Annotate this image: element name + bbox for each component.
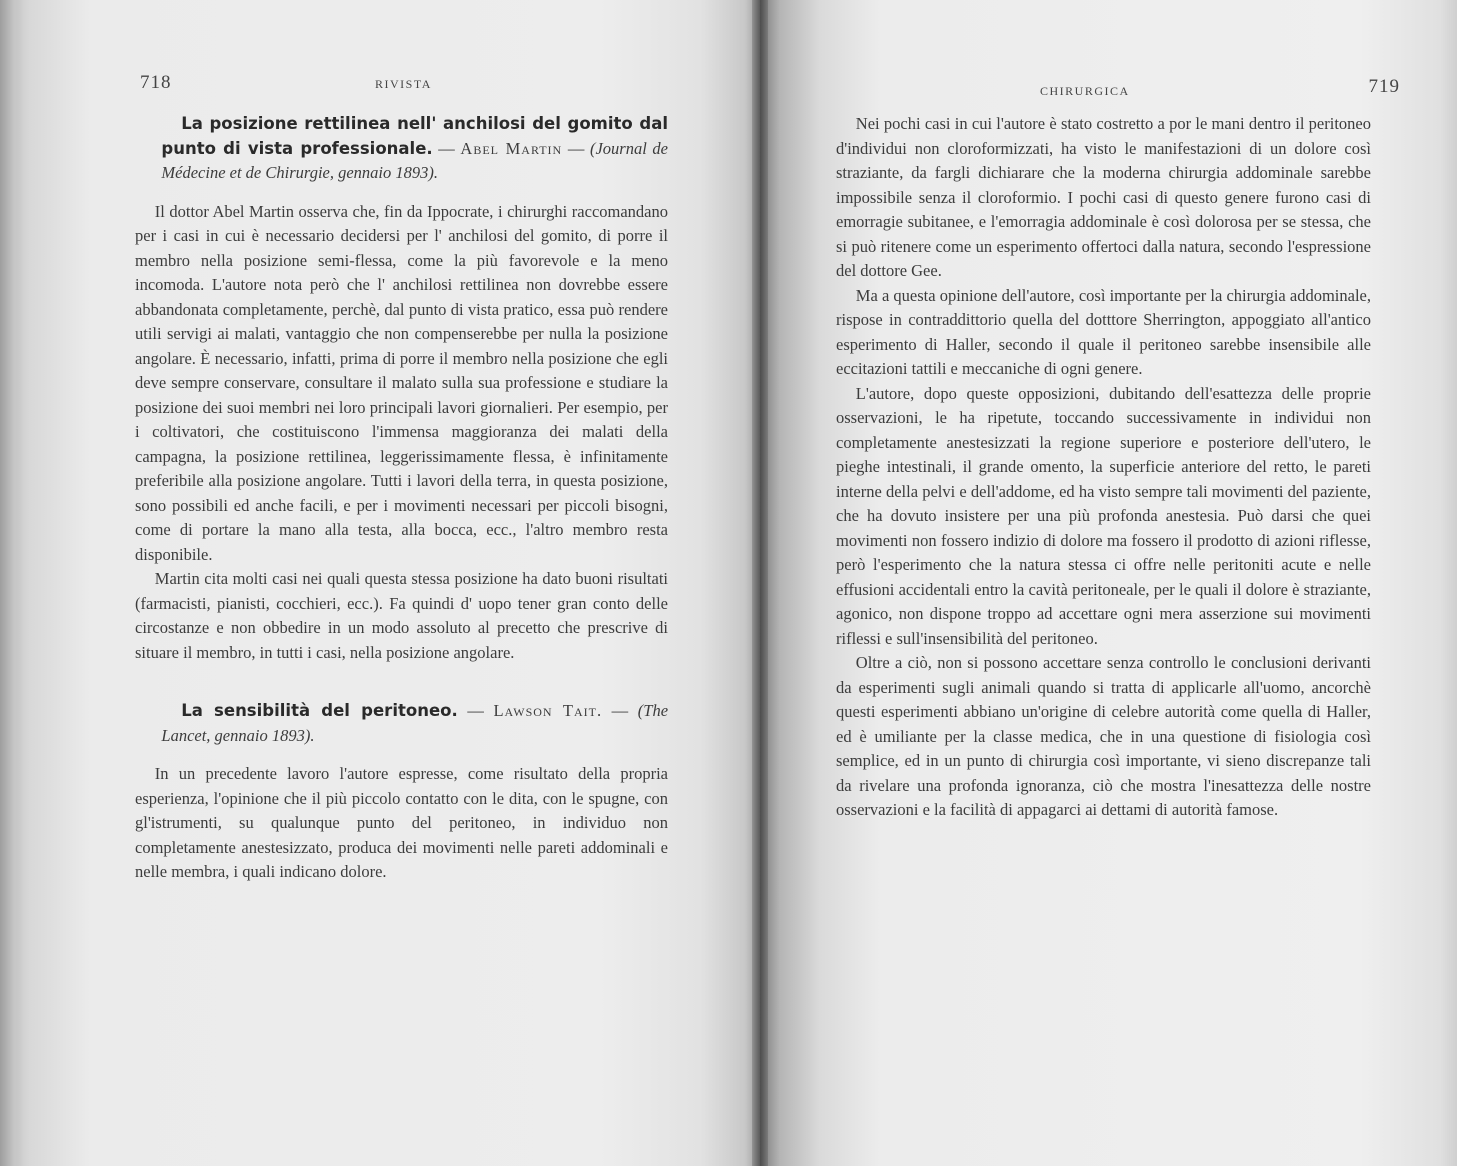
paragraph: In un precedente lavoro l'autore espresse, come risultato della propria esperienza, l'opinione che il più piccolo contatto con le dita, con le spugne, con gl'istrumenti, su qualunque punto del peritoneo, in individuo non completamente anestesizzato, produca dei movimenti nelle pareti addominali e nelle membra, i quali indicano dolore.	[135, 764, 668, 881]
article-title: La sensibilità del peritoneo.	[181, 701, 458, 720]
right-page	[760, 0, 1457, 1166]
page-number: 718	[140, 72, 172, 93]
article-heading: La sensibilità del peritoneo. — Lawson Tait. — (The Lancet, gennaio 1893).	[161, 701, 669, 745]
paragraph: Ma a questa opinione dell'autore, così importante per la chirurgia addominale, rispose in contraddittorio quella del dotttore Sherrington, appoggiato all'antico esperimento di Haller, secondo il quale il peritoneo sarebbe insensibile alle eccitazioni tattili e meccaniche di ogni genere.	[836, 285, 1371, 378]
article-source: (The Lancet, gennaio 1893).	[161, 701, 669, 745]
paragraph: Oltre a ciò, non si possono accettare senza controllo le conclusioni derivanti da esperimenti sugli animali quando si tratta di applicarle all'uomo, ancorchè questi esperimenti abbiano un'origine di celebre autorità come quella di Haller, ed è umiliante per la classe medica, che in una questione di fisiologia così semplice, ed in un punto di chirurgia così importante, vi sieno discrepanze tali da rivelare una profonda ignoranza, ciò che mostra l'inesattezza delle nostre osservazioni e la facilità di appagarci ai dettami di autorità famose.	[836, 653, 1371, 819]
page-edge-shadow	[0, 0, 24, 1166]
article-title: La posizione rettilinea nell' anchilosi del gomito dal punto di vista professionale.	[161, 114, 668, 158]
paragraph: L'autore, dopo queste opposizioni, dubitando dell'esattezza delle proprie osservazioni, le ha ripetute, toccando successivamente in individui non completamente anestesizzati la regione superiore e posteriore dell'utero, le pieghe intestinali, il grande omento, la superficie anteriore del retto, le pareti interne della pelvi e dell'addome, ed ha visto sempre tali movimenti del paziente, che ha dovuto insistere per una più profonda anestesia. Può darsi che quei movimenti non fossero indizio di dolore ma fossero il prodotto di azioni riflesse, però l'esperimento che la natura stessa ci offre nelle peritoniti acute e nelle effusioni accidentali entro la cavità peritoneale, per le quali il dolore è straziante, agonico, non dispone troppo ad accettare ogni mera asserzione sui movimenti riflessi e sull'insensibilità del peritoneo.	[836, 383, 1371, 648]
paragraph: Il dottor Abel Martin osserva che, fin da Ippocrate, i chirurghi raccomandano per i casi in cui è necessario decidersi per l' anchilosi del gomito, di porre il membro nella posizione semi-flessa, come la più favorevole e la meno incomoda. L'autore nota però che l' anchilosi rettilinea non dovrebbe essere abbandonata completamente, perchè, dal punto di vista pratico, essa può rendere utili servigi ai malati, vantaggio che non compenserebbe per nulla la posizione angolare. È necessario, infatti, prima di porre il membro nella posizione che egli deve sempre conservare, consultare il malato sulla sua professione e studiare la posizione dei suoi membri nei loro principali lavori giornalieri. Per esempio, per i coltivatori, che costituiscono l'immensa maggioranza dei malati della campagna, la posizione rettilinea, leggerissimamente flessa, è infinitamente preferibile alla posizione angolare. Tutti i lavori della terra, in questa posizione, sono possibili ed anche facili, e per i movimenti necessari per piccoli bisogni, come di portare la mano alla testa, alla bocca, ecc., l'altro membro resta disponibile.	[135, 201, 668, 564]
running-head: CHIRURGICA	[1040, 84, 1130, 98]
running-head: RIVISTA	[375, 77, 432, 91]
paragraph: Martin cita molti casi nei quali questa stessa posizione ha dato buoni risultati (farmacisti, pianisti, cocchieri, ecc.). Fa quindi d' uopo tener gran conto delle circostanze e non obbedire in un modo assoluto al precetto che prescrive di situare il membro, in tutti i casi, nella posizione angolare.	[135, 569, 668, 662]
article-author: Abel Martin	[460, 138, 563, 158]
left-page-body	[135, 112, 668, 885]
article-author: Lawson Tait.	[493, 701, 603, 720]
right-page-body	[836, 112, 1371, 823]
article-heading: La posizione rettilinea nell' anchilosi del gomito dal punto di vista professionale. — Abel Martin — (Journal de Médecine et de Chirurgie, gennaio 1893).	[161, 114, 669, 182]
book-gutter	[752, 0, 768, 1166]
left-page-header	[140, 72, 670, 94]
page-number: 719	[1368, 76, 1400, 97]
article-source: (Journal de Médecine et de Chirurgie, gennaio 1893).	[161, 138, 669, 182]
paragraph: Nei pochi casi in cui l'autore è stato costretto a por le mani dentro il peritoneo d'individui non cloroformizzati, ha visto le manifestazioni di un dolore così straziante, da fargli dichiarare che la moderna chirurgia addominale sarebbe impossibile senza il cloroformio. I pochi casi di questo genere furono casi di emorragie subitanee, e l'emorragia addominale è così dolorosa per se stessa, che si può ritenere come un esperimento offertoci dalla natura, secondo l'espressione del dottore Gee.	[836, 114, 1371, 280]
